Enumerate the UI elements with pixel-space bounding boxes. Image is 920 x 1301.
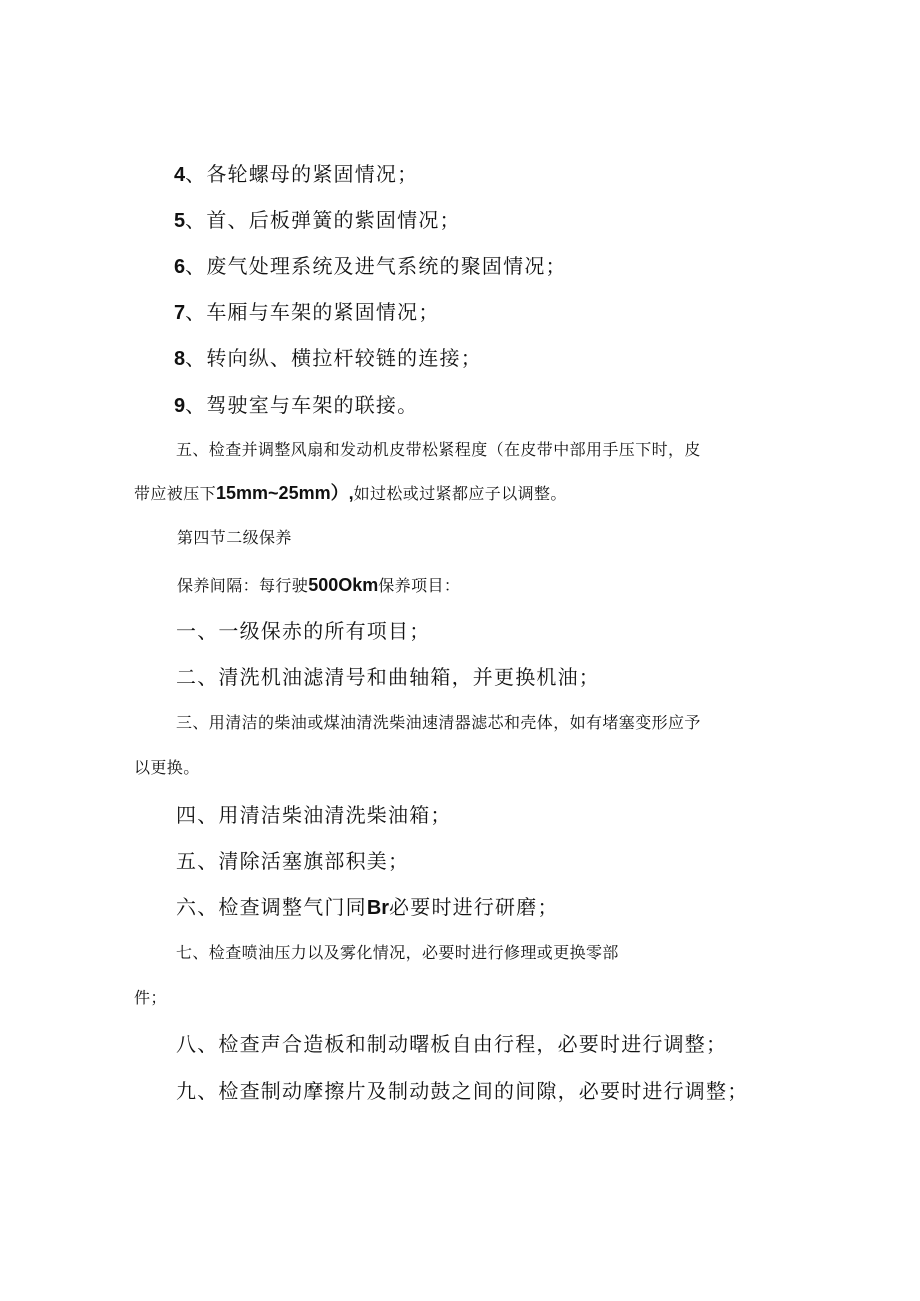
item-number: 8 xyxy=(174,348,186,370)
interval-line xyxy=(177,576,460,594)
item-7 xyxy=(174,302,440,323)
para5-text-post: 如过松或过紧都应子以调整。 xyxy=(353,484,567,503)
para5-line2 xyxy=(134,484,567,502)
item-number: 4 xyxy=(174,164,186,186)
interval-pre: 保养间隔：每行驶 xyxy=(177,576,309,595)
item-cn-6-post: 必要时进行研磨； xyxy=(389,895,559,919)
item-cn-6-pre: 六、检查调整气门同 xyxy=(176,895,367,919)
interval-post: 保养项目： xyxy=(378,576,461,595)
item-cn-9: 九、检查制动摩擦片及制动鼓之间的间隙，必要时进行调整； xyxy=(176,1079,749,1103)
interval-value: 500Okm xyxy=(308,575,379,595)
item-text: 、首、后板弹簧的紫固情况； xyxy=(185,208,461,232)
item-text: 、驾驶室与车架的联接。 xyxy=(185,393,419,417)
item-9 xyxy=(174,395,418,416)
item-number: 7 xyxy=(174,302,186,324)
item-cn-2: 二、清洗机油滤清号和曲轴箱，并更换机油； xyxy=(176,665,600,689)
item-number: 9 xyxy=(174,395,186,417)
para5-line1: 五、检查并调整风扇和发动机皮带松紧程度（在皮带中部用手压下时，皮 xyxy=(176,440,701,459)
item-8 xyxy=(174,348,482,369)
item-cn-1: 一、一级保赤的所有项目； xyxy=(176,619,431,643)
item-4 xyxy=(174,164,418,185)
item-cn-3-line2: 以更换。 xyxy=(134,758,200,777)
para5-text-pre: 带应被压下 xyxy=(134,484,217,503)
item-5 xyxy=(174,210,461,231)
item-text: 、转向纵、横拉杆较链的连接； xyxy=(185,346,482,370)
item-text: 、车厢与车架的紧固情况； xyxy=(185,300,440,324)
item-cn-6 xyxy=(176,897,559,918)
section-title: 第四节二级保养 xyxy=(177,528,292,547)
item-cn-8: 八、检查声合造板和制动曙板自由行程，必要时进行调整； xyxy=(176,1032,728,1056)
item-cn-7-line1: 七、检查喷油压力以及雾化情况，必要时进行修理或更换零部 xyxy=(176,943,619,962)
para5-bold-value: 15mm~25mm）, xyxy=(216,483,354,503)
item-text: 、废气处理系统及进气系统的聚固情况； xyxy=(185,254,567,278)
item-cn-5: 五、清除活塞旗部积美； xyxy=(176,849,410,873)
item-cn-7-line2: 件； xyxy=(134,988,167,1007)
item-cn-3-line1: 三、用清洁的柴油或煤油清洗柴油速清器滤芯和壳体，如有堵塞变形应予 xyxy=(176,713,701,732)
item-6 xyxy=(174,256,567,277)
item-text: 、各轮螺母的紧固情况； xyxy=(185,162,419,186)
item-cn-4: 四、用清洁柴油清洗柴油箱； xyxy=(176,803,452,827)
item-number: 5 xyxy=(174,210,186,232)
item-number: 6 xyxy=(174,256,186,278)
item-cn-6-bold: Br xyxy=(366,897,390,919)
